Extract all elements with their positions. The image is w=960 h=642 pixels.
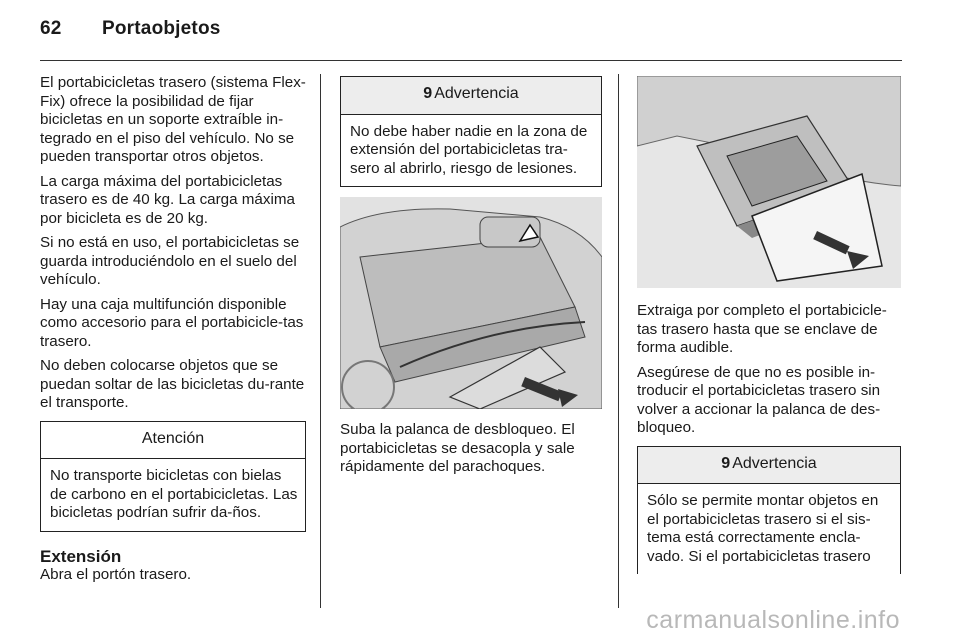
paragraph: Hay una caja multifunción disponible como accesorio para el portabicicle-tas trasero. — [40, 295, 304, 350]
column-2 — [340, 74, 602, 483]
caution-text: No transporte bicicletas con bielas de carbono en el portabicicletas. Las bicicletas podrían sufrir da-ños. — [50, 467, 298, 521]
column-divider-2 — [618, 74, 619, 608]
warning-header — [638, 447, 900, 485]
column-3 — [637, 74, 901, 574]
page-header — [40, 18, 221, 40]
section-heading: Extensión — [40, 546, 122, 566]
paragraph: El portabicicletas trasero (sistema Flex-Fix) ofrece la posibilidad de fijar bicicletas en un soporte extraíble in-tegrado en el piso del vehículo. No se pueden transportar otros objetos. — [40, 74, 306, 165]
page-number: 62 — [40, 18, 62, 39]
warning-icon: 9 — [721, 454, 731, 472]
warning-header — [341, 77, 601, 115]
warning-box — [340, 76, 602, 187]
warning-title: Advertencia — [732, 454, 817, 472]
caution-title: Atención — [41, 422, 305, 460]
page-title: Portaobjetos — [102, 18, 221, 39]
caution-box — [40, 421, 306, 532]
warning-text: Sólo se permite montar objetos en el portabicicletas trasero si el sis-tema está correctamente encla-vado. Si el portabicicletas trasero — [647, 492, 879, 565]
header-rule — [40, 60, 902, 61]
paragraph: Asegúrese de que no es posible in-troducir el portabicicletas trasero sin volver a accionar la palanca de des-bloqueo. — [637, 363, 881, 436]
section-text: Abra el portón trasero. — [40, 566, 192, 583]
paragraph: La carga máxima del portabicicletas trasero es de 40 kg. La carga máxima por bicicleta es de 20 kg. — [40, 172, 295, 227]
warning-text: No debe haber nadie en la zona de extensión del portabicicletas tra-sero al abrirlo, riesgo de lesiones. — [350, 122, 588, 177]
warning-icon: 9 — [423, 85, 433, 102]
paragraph: No deben colocarse objetos que se puedan soltar de las bicicletas du-rante el transporte. — [40, 357, 305, 411]
warning-box — [637, 446, 901, 575]
paragraph: Si no está en uso, el portabicicletas se guarda introduciéndolo en el suelo del vehículo. — [40, 234, 300, 288]
watermark: carmanualsonline.info — [646, 606, 900, 634]
column-1 — [40, 74, 306, 585]
warning-title: Advertencia — [434, 85, 519, 102]
trunk-illustration — [340, 197, 602, 409]
column-divider-1 — [320, 74, 321, 608]
figure-caption: Suba la palanca de desbloqueo. El portabicicletas se desacopla y sale rápidamente del parachoques. — [340, 421, 575, 475]
figure-trunk-release — [340, 197, 602, 409]
rack-illustration — [637, 76, 901, 288]
paragraph: Extraiga por completo el portabicicle-tas trasero hasta que se enclave de forma audible. — [637, 302, 887, 356]
figure-rack-extended — [637, 76, 901, 288]
